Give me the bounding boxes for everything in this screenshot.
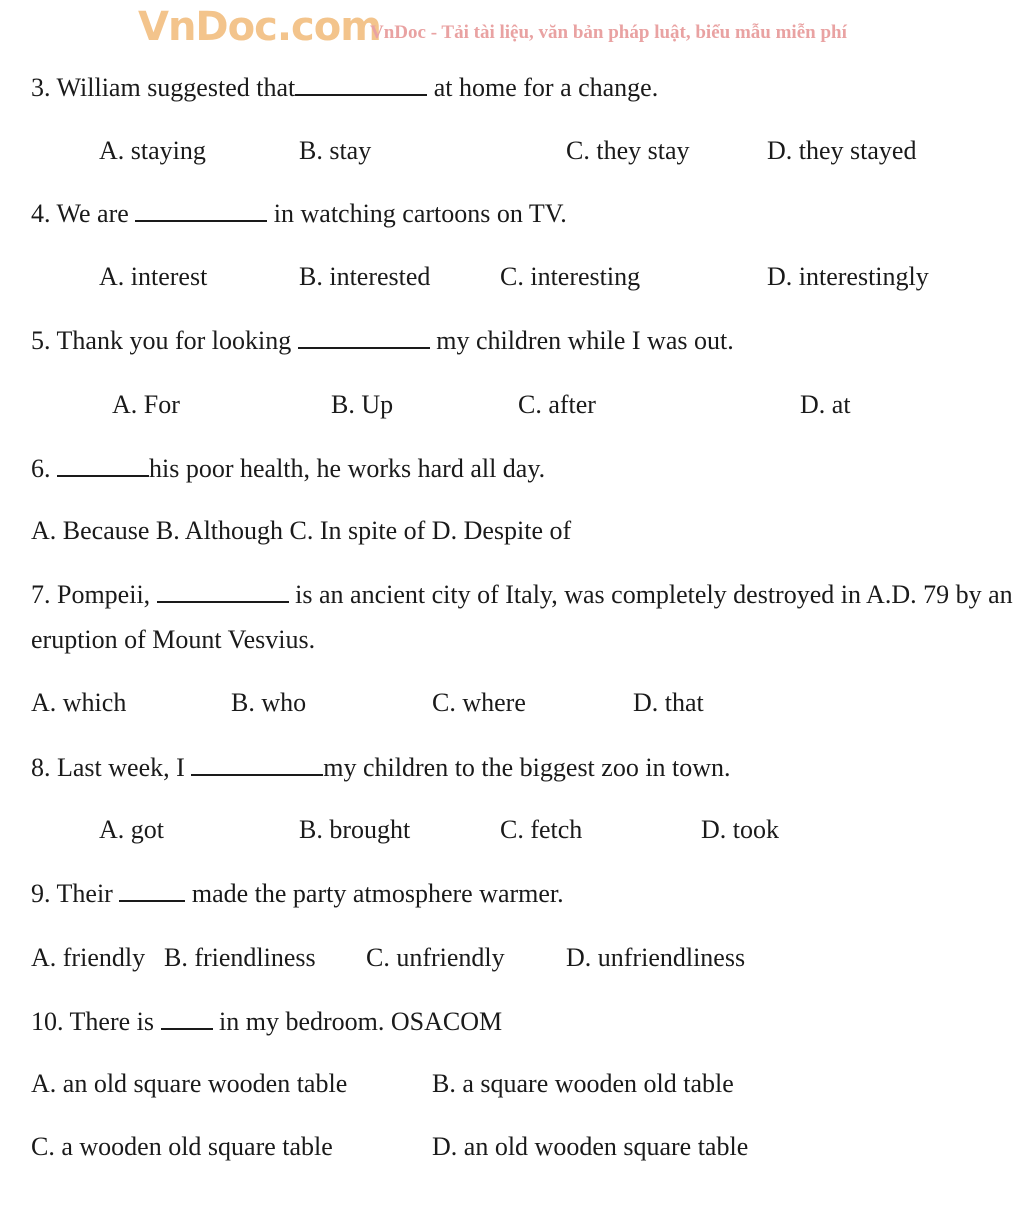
option-a[interactable]: A. staying [99, 136, 206, 165]
question-3 [31, 72, 658, 103]
option-b[interactable]: B. stay [299, 136, 372, 165]
question-text: in watching cartoons on TV. [267, 199, 567, 228]
option-b[interactable]: B. a square wooden old table [432, 1069, 734, 1098]
question-10 [31, 1006, 502, 1037]
option-d[interactable]: D. an old wooden square table [432, 1132, 749, 1161]
question-text: 4. We are [31, 199, 136, 228]
option-d[interactable]: D. took [701, 815, 779, 844]
option-c[interactable]: C. they stay [566, 136, 690, 165]
option-a[interactable]: A. friendly [31, 943, 146, 972]
option-c[interactable]: C. unfriendly [366, 943, 505, 972]
option-a[interactable]: A. which [31, 688, 127, 717]
question-text: 6. [31, 454, 57, 483]
option-d[interactable]: D. unfriendliness [566, 943, 746, 972]
answer-blank [161, 1006, 213, 1030]
question-text: my children while I was out. [429, 326, 734, 355]
option-a[interactable]: A. For [112, 390, 180, 419]
option-c[interactable]: C. where [432, 688, 526, 717]
answer-blank [119, 878, 185, 902]
option-d[interactable]: D. at [800, 390, 851, 419]
option-d[interactable]: D. they stayed [767, 136, 917, 165]
question-text: 5. Thank you for looking [31, 326, 298, 355]
option-b[interactable]: B. brought [299, 815, 411, 844]
option-d[interactable]: D. that [633, 688, 704, 717]
question-text: my children to the biggest zoo in town. [323, 753, 731, 782]
option-b[interactable]: B. interested [299, 262, 431, 291]
question-text: made the party atmosphere warmer. [185, 879, 564, 908]
question-7-continued: eruption of Mount Vesvius. [31, 625, 316, 654]
answer-blank [135, 198, 267, 222]
question-text: 7. Pompeii, [31, 580, 157, 609]
page-header [138, 2, 1018, 52]
question-text: his poor health, he works hard all day. [149, 454, 546, 483]
option-c[interactable]: C. after [518, 390, 596, 419]
answer-blank [157, 579, 289, 603]
option-d[interactable]: D. interestingly [767, 262, 929, 291]
question-8 [31, 752, 731, 783]
question-text: is an ancient city of Italy, was completely destroyed in A.D. 79 by an [288, 580, 1013, 609]
question-4 [31, 198, 567, 229]
option-b[interactable]: B. Up [331, 390, 394, 419]
question-text: 9. Their [31, 879, 120, 908]
options-line[interactable]: A. Because B. Although C. In spite of D. Despite of [31, 516, 572, 545]
question-text: 8. Last week, I [31, 753, 192, 782]
question-text: in my bedroom. OSACOM [212, 1007, 503, 1036]
option-a[interactable]: A. got [99, 815, 164, 844]
option-c[interactable]: C. a wooden old square table [31, 1132, 333, 1161]
option-b[interactable]: B. who [231, 688, 307, 717]
question-text: at home for a change. [427, 73, 659, 102]
question-6 [31, 453, 545, 484]
question-text: 3. William suggested that [31, 73, 296, 102]
question-5 [31, 325, 734, 356]
option-c[interactable]: C. fetch [500, 815, 583, 844]
header-tagline: VnDoc - Tải tài liệu, văn bản pháp luật, biểu mẫu miễn phí [370, 22, 847, 43]
option-a[interactable]: A. an old square wooden table [31, 1069, 348, 1098]
answer-blank [57, 453, 149, 477]
answer-blank [191, 752, 323, 776]
question-text: 10. There is [31, 1007, 161, 1036]
option-c[interactable]: C. interesting [500, 262, 641, 291]
option-b[interactable]: B. friendliness [164, 943, 316, 972]
question-9 [31, 878, 564, 909]
answer-blank [295, 72, 427, 96]
vndoc-logo[interactable]: VnDoc.com [138, 4, 381, 50]
option-a[interactable]: A. interest [99, 262, 208, 291]
question-7 [31, 579, 1013, 610]
answer-blank [298, 325, 430, 349]
